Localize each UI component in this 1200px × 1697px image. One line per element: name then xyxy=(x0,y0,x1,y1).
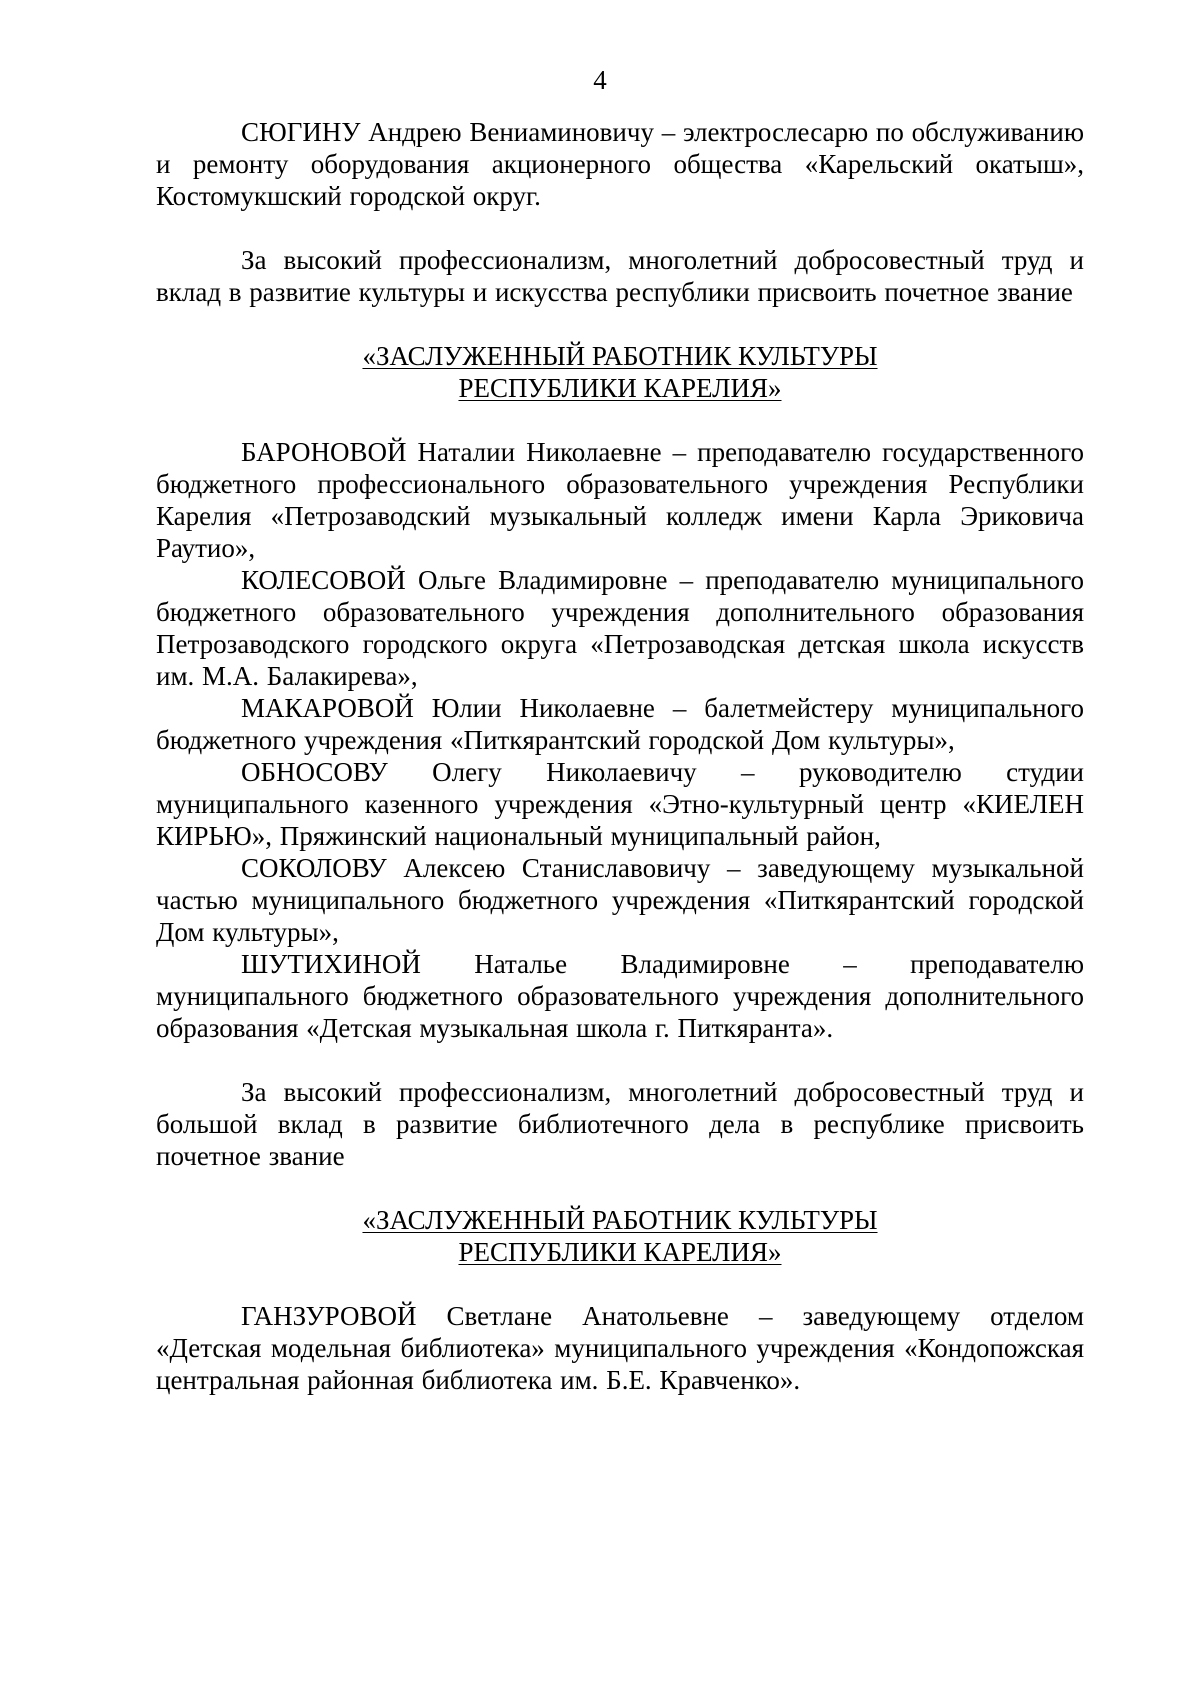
paragraph-gap xyxy=(156,1044,1084,1076)
award-resolution-library: За высокий профессионализм, многолетний добросовестный труд и большой вклад в развитие библиотечного дела в республике присвоить почетное звание xyxy=(156,1077,1084,1171)
award-entry-sjugin: СЮГИНУ Андрею Вениаминовичу – электрослесарю по обслуживанию и ремонту оборудования акционерного общества «Карельский окатыш», Костомукшский городской округ. xyxy=(156,117,1084,211)
honorary-title-line-1: «ЗАСЛУЖЕННЫЙ РАБОТНИК КУЛЬТУРЫ xyxy=(362,341,878,371)
award-entry-makarova: МАКАРОВОЙ Юлии Николаевне – балетмейстеру муниципального бюджетного учреждения «Питкярантский городской Дом культуры», xyxy=(156,693,1084,755)
award-entry-obnosov: ОБНОСОВУ Олегу Николаевичу – руководителю студии муниципального казенного учреждения «Этно-культурный центр «КИЕЛЕН КИРЬЮ», Пряжинский национальный муниципальный район, xyxy=(156,757,1084,851)
award-entry-sokolov: СОКОЛОВУ Алексею Станиславовичу – заведующему музыкальной частью муниципального бюджетного учреждения «Питкярантский городской Дом культуры», xyxy=(156,853,1084,947)
award-entry-kolesova: КОЛЕСОВОЙ Ольге Владимировне – преподавателю муниципального бюджетного образовательного учреждения дополнительного образования Петрозаводского городского округа «Петрозаводская детская школа искусств им. М.А. Балакирева», xyxy=(156,565,1084,691)
honorary-title-line-1: «ЗАСЛУЖЕННЫЙ РАБОТНИК КУЛЬТУРЫ xyxy=(362,1205,878,1235)
honorary-title-line-2: РЕСПУБЛИКИ КАРЕЛИЯ» xyxy=(458,1237,782,1267)
award-entry-baronova: БАРОНОВОЙ Наталии Николаевне – преподавателю государственного бюджетного профессионального образовательного учреждения Республики Карелия «Петрозаводский музыкальный колледж имени Карла Эриковича Раутио», xyxy=(156,437,1084,563)
paragraph-gap xyxy=(156,404,1084,436)
honorary-title-line-2: РЕСПУБЛИКИ КАРЕЛИЯ» xyxy=(458,373,782,403)
document-body xyxy=(156,116,1084,1396)
paragraph-gap xyxy=(156,1172,1084,1204)
page-number: 4 xyxy=(593,65,607,95)
honorary-title-heading xyxy=(156,1204,1084,1268)
honorary-title-heading xyxy=(156,340,1084,404)
paragraph-gap xyxy=(156,308,1084,340)
paragraph-gap xyxy=(156,1268,1084,1300)
award-entry-ganzurova: ГАНЗУРОВОЙ Светлане Анатольевне – заведующему отделом «Детская модельная библиотека» муниципального учреждения «Кондопожская центральная районная библиотека им. Б.Е. Кравченко». xyxy=(156,1301,1084,1395)
award-resolution-culture: За высокий профессионализм, многолетний добросовестный труд и вклад в развитие культуры и искусства республики присвоить почетное звание xyxy=(156,245,1084,307)
paragraph-gap xyxy=(156,212,1084,244)
award-entry-shutikhina: ШУТИХИНОЙ Наталье Владимировне – преподавателю муниципального бюджетного образовательного учреждения дополнительного образования «Детская музыкальная школа г. Питкяранта». xyxy=(156,949,1084,1043)
